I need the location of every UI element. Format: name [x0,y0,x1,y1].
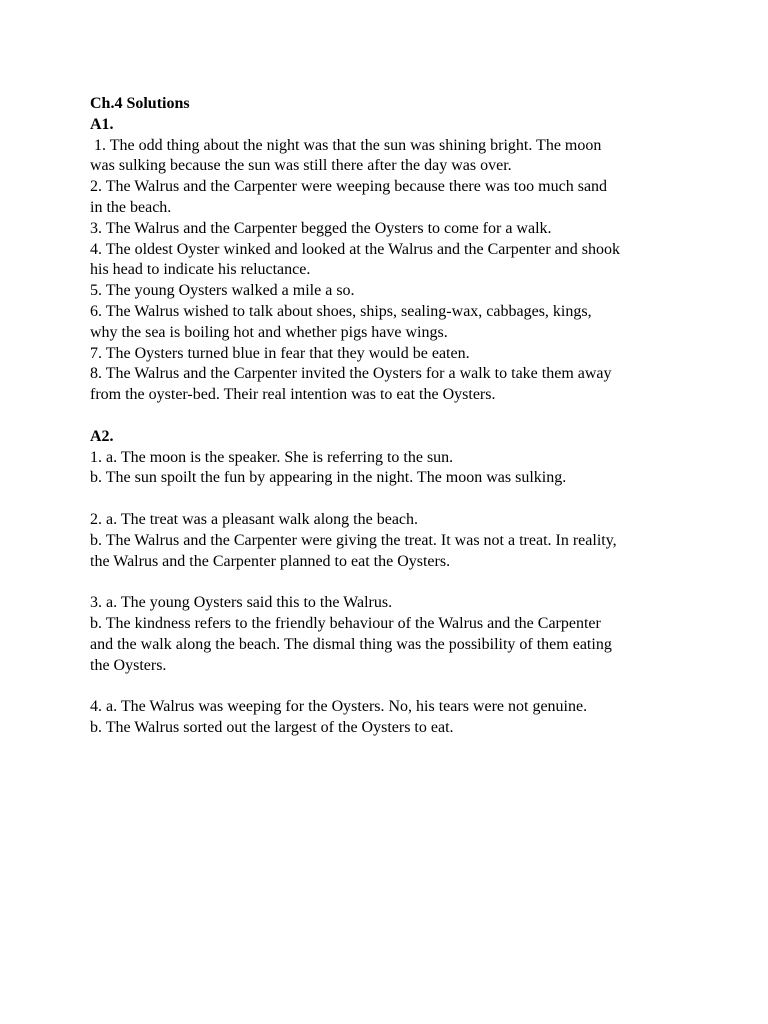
section-a2-heading: A2. [90,427,114,445]
text-line: 7. The Oysters turned blue in fear that they would be eaten. [90,344,470,362]
text-line: b. The sun spoilt the fun by appearing in the night. The moon was sulking. [90,469,567,487]
document-body [90,94,690,739]
text-line: 8. The Walrus and the Carpenter invited the Oysters for a walk to take them away [90,365,612,383]
text-line: 6. The Walrus wished to talk about shoes, ships, sealing-wax, cabbages, kings, [90,302,592,320]
answer-3 [90,593,690,676]
answer-2 [90,510,690,572]
answer-1 [90,448,690,490]
section-a1-heading: A1. [90,115,114,133]
text-line: 3. The Walrus and the Carpenter begged the Oysters to come for a walk. [90,219,552,237]
answer-4 [90,697,690,739]
section-a1 [90,115,690,406]
document-title: Ch.4 Solutions [90,95,190,112]
text-line: 2. a. The treat was a pleasant walk along the beach. [90,510,419,528]
text-line: b. The Walrus and the Carpenter were giving the treat. It was not a treat. In reality, [90,531,617,549]
text-line: from the oyster-bed. Their real intention was to eat the Oysters. [90,386,496,404]
spacer [90,406,690,427]
text-line: was sulking because the sun was still there after the day was over. [90,157,512,175]
text-line: his head to indicate his reluctance. [90,261,311,279]
text-line: 4. The oldest Oyster winked and looked at the Walrus and the Carpenter and shook [90,240,620,258]
section-a2 [90,427,690,739]
text-line: the Oysters. [90,656,167,674]
text-line: 1. a. The moon is the speaker. She is referring to the sun. [90,448,454,466]
spacer [90,572,690,593]
text-line: 3. a. The young Oysters said this to the Walrus. [90,594,393,612]
text-line: 2. The Walrus and the Carpenter were weeping because there was too much sand [90,178,608,196]
text-line: 4. a. The Walrus was weeping for the Oysters. No, his tears were not genuine. [90,698,588,716]
text-line: in the beach. [90,198,172,216]
spacer [90,676,690,697]
text-line: 5. The young Oysters walked a mile a so. [90,282,355,300]
spacer [90,489,690,510]
text-line: the Walrus and the Carpenter planned to eat the Oysters. [90,552,451,570]
text-line: b. The Walrus sorted out the largest of the Oysters to eat. [90,718,454,736]
text-line: b. The kindness refers to the friendly behaviour of the Walrus and the Carpenter [90,614,601,632]
text-line: and the walk along the beach. The dismal thing was the possibility of them eating [90,635,612,653]
text-line: why the sea is boiling hot and whether pigs have wings. [90,323,448,341]
text-line: 1. The odd thing about the night was that the sun was shining bright. The moon [90,136,602,154]
